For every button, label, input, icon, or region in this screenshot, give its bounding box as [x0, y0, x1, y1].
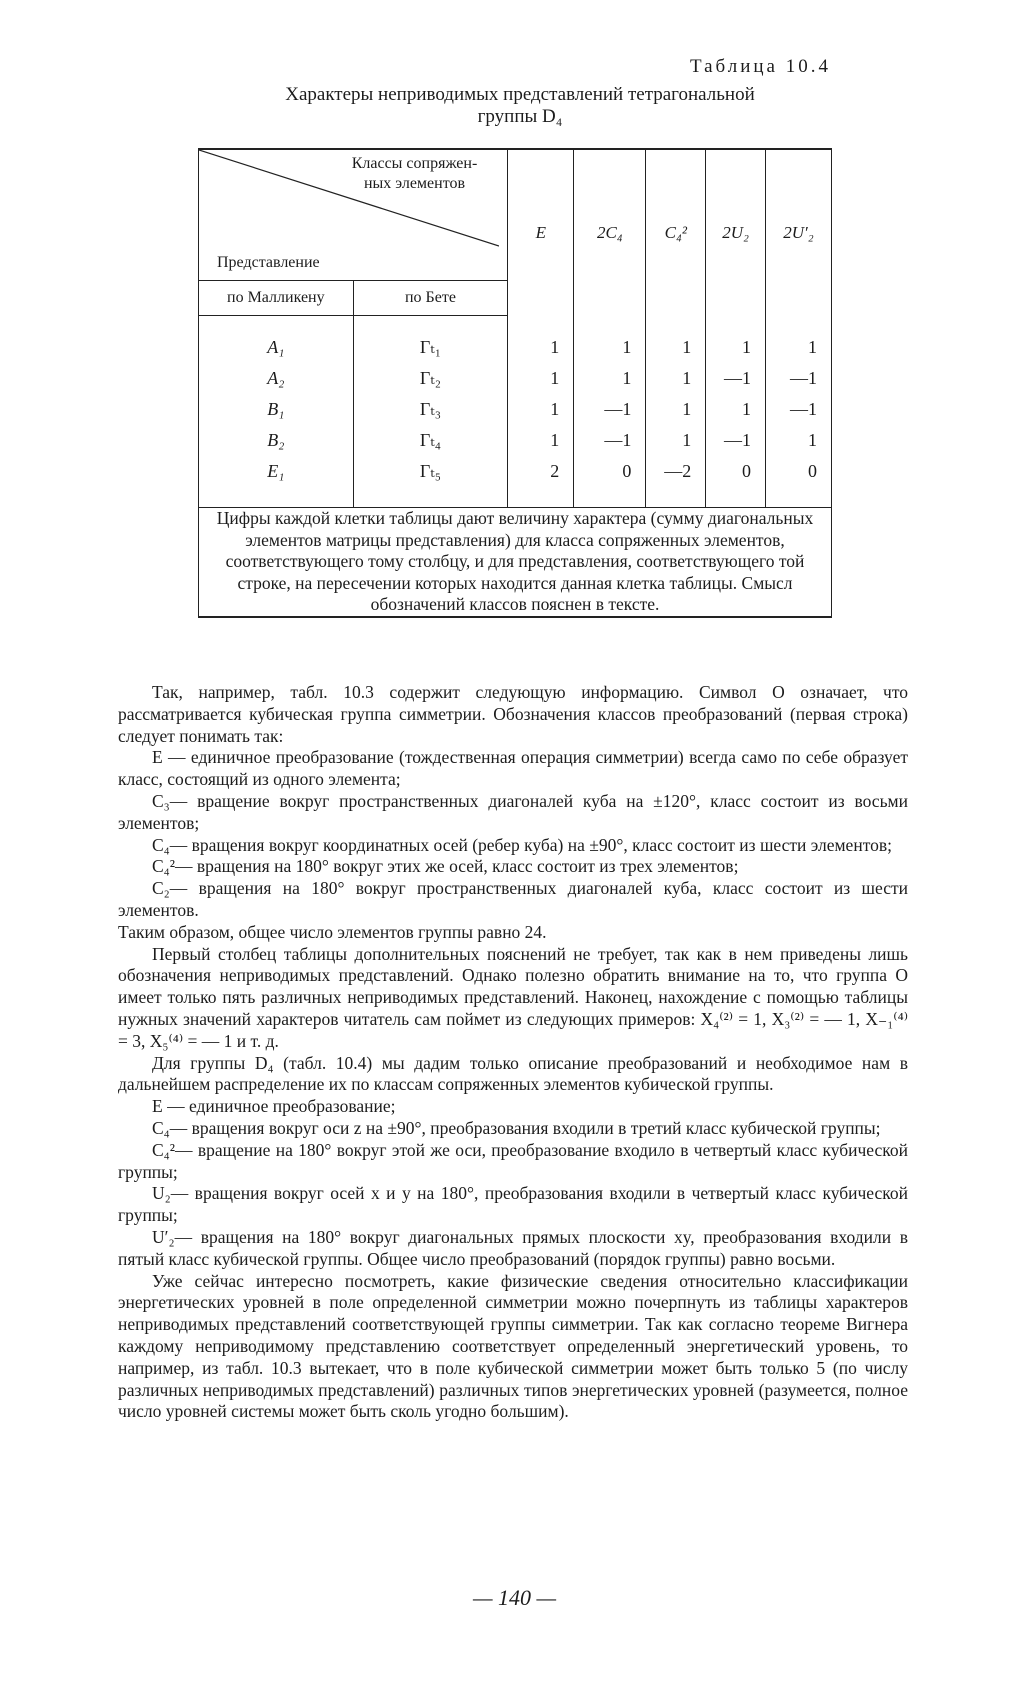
table-row — [199, 316, 832, 364]
character-table — [198, 148, 832, 618]
paragraph: E — единичное преобразование; — [152, 1096, 396, 1117]
paragraph: U₂— вращения вокруг осей x и y на 180°, преобразования входили в четвертый класс кубической группы; — [118, 1183, 908, 1226]
paragraph: C₃— вращение вокруг пространственных диагоналей куба на ±120°, класс состоит из восьми элементов; — [118, 790, 908, 833]
mulliken-cell: A₁ — [199, 316, 354, 364]
column-header: 2U′₂ — [765, 149, 831, 316]
paragraph: U′₂— вращения на 180° вокруг диагональных прямых плоскости xy, преобразования входили в пятый класс кубической группы. Общее число преобразований (порядок группы) равно восьми. — [118, 1226, 908, 1269]
table-row — [199, 425, 832, 456]
paragraph: Таким образом, общее число элементов группы равно 24. — [118, 921, 547, 942]
table-row — [199, 456, 832, 508]
value-cell: 0 — [765, 456, 831, 508]
mulliken-cell: A₂ — [199, 363, 354, 394]
table-note: Цифры каждой клетки таблицы дают величину характера (сумму диагональных элементов матрицы представления) для класса сопряженных элементов, соответствующего тому столбцу, и для представления, соответствующего той строке, на пересечении которых находится данная клетка таблицы. Смысл обозначений классов пояснен в тексте. — [199, 508, 832, 617]
representation-header: Представление — [217, 254, 320, 271]
bethe-cell: Γₜ₂ — [353, 363, 508, 394]
value-cell: —1 — [574, 425, 646, 456]
column-header: 2U₂ — [706, 149, 766, 316]
value-cell: 1 — [508, 425, 574, 456]
value-cell: 1 — [706, 316, 766, 364]
page-number: — 140 — — [472, 1585, 557, 1610]
classes-header — [352, 154, 478, 194]
bethe-cell: Γₜ₅ — [353, 456, 508, 508]
mulliken-cell: B₂ — [199, 425, 354, 456]
value-cell: 1 — [765, 316, 831, 364]
value-cell: 1 — [646, 425, 706, 456]
classes-header-line-1: Классы сопряжен- — [351, 155, 478, 172]
bethe-cell: Γₜ₁ — [353, 316, 508, 364]
paragraph: C₄²— вращения на 180° вокруг этих же осей, класс состоит из трех элементов; — [152, 856, 739, 877]
paragraph: Первый столбец таблицы дополнительных пояснений не требует, так как в нем приведены лишь обозначения неприводимых представлений. Однако полезно обратить внимание на то, что группа O имеет только пять различных неприводимых представлений. Наконец, нахождение с помощью таблицы нужных значений характеров читатель сам поймет из следующих примеров: X₄⁽²⁾ = 1, X₃⁽²⁾ = — 1, X₋₁⁽⁴⁾ = 3, X₅⁽⁴⁾ = — 1 и т. д. — [118, 943, 908, 1051]
bethe-cell: Γₜ₃ — [353, 394, 508, 425]
table-row — [199, 394, 832, 425]
value-cell: —1 — [574, 394, 646, 425]
value-cell: —1 — [765, 363, 831, 394]
value-cell: 0 — [574, 456, 646, 508]
table-label: Таблица 10.4 — [689, 56, 831, 77]
mulliken-cell: E₁ — [199, 456, 354, 508]
value-cell: 1 — [508, 394, 574, 425]
value-cell: 1 — [574, 316, 646, 364]
body-text — [118, 682, 908, 1423]
paragraph: C₄— вращения вокруг оси z на ±90°, преобразования входили в третий класс кубической группы; — [152, 1117, 881, 1138]
value-cell: 1 — [646, 363, 706, 394]
column-header: C₄² — [646, 149, 706, 316]
paragraph: Так, например, табл. 10.3 содержит следующую информацию. Символ O означает, что рассматривается кубическая группа симметрии. Обозначения классов преобразований (первая строка) следует понимать так: — [118, 682, 908, 746]
table-caption — [200, 84, 840, 128]
diagonal-header-cell — [199, 149, 508, 281]
paragraph: C₂— вращения на 180° вокруг пространственных диагоналей куба, класс состоит из шести элементов. — [118, 878, 908, 920]
value-cell: 1 — [646, 316, 706, 364]
value-cell: 1 — [765, 425, 831, 456]
value-cell: 1 — [706, 394, 766, 425]
paragraph: Уже сейчас интересно посмотреть, какие физические сведения относительно классификации энергетических уровней в поле определенной симметрии можно почерпнуть из таблицы характеров неприводимых представлений соответствующей группы симметрии. Так как согласно теореме Вигнера каждому неприводимому представлению соответствует определенный энергетический уровень, то например, из табл. 10.3 вытекает, что в поле кубической симметрии может быть только 5 (по числу различных неприводимых представлений) различных типов энергетических уровней (разумеется, полное число уровней системы может быть сколь угодно большим). — [118, 1270, 908, 1422]
column-header: E — [508, 149, 574, 316]
value-cell: —1 — [706, 425, 766, 456]
bethe-cell: Γₜ₄ — [353, 425, 508, 456]
caption-line-1: Характеры неприводимых представлений тетрагональной — [285, 84, 755, 105]
paragraph: E — единичное преобразование (тождественная операция симметрии) всегда само по себе образует класс, состоящий из одного элемента; — [118, 747, 908, 790]
value-cell: —2 — [646, 456, 706, 508]
bethe-subheader: по Бете — [353, 281, 508, 316]
table-row — [199, 363, 832, 394]
paragraph: Для группы D₄ (табл. 10.4) мы дадим только описание преобразований и необходимое нам в дальнейшем распределение их по классам сопряженных элементов кубической группы. — [118, 1052, 908, 1095]
classes-header-line-2: ных элементов — [363, 175, 466, 192]
paragraph: C₄— вращения вокруг координатных осей (ребер куба) на ±90°, класс состоит из шести элементов; — [152, 834, 892, 855]
mulliken-cell: B₁ — [199, 394, 354, 425]
mulliken-subheader: по Малликену — [199, 281, 354, 316]
value-cell: 1 — [574, 363, 646, 394]
caption-line-2: группы D₄ — [477, 106, 563, 127]
paragraph: C₄²— вращение на 180° вокруг этой же оси, преобразование входило в четвертый класс кубической группы; — [118, 1139, 908, 1182]
value-cell: 2 — [508, 456, 574, 508]
column-header: 2C₄ — [574, 149, 646, 316]
value-cell: —1 — [765, 394, 831, 425]
value-cell: 0 — [706, 456, 766, 508]
value-cell: —1 — [706, 363, 766, 394]
value-cell: 1 — [646, 394, 706, 425]
value-cell: 1 — [508, 316, 574, 364]
value-cell: 1 — [508, 363, 574, 394]
